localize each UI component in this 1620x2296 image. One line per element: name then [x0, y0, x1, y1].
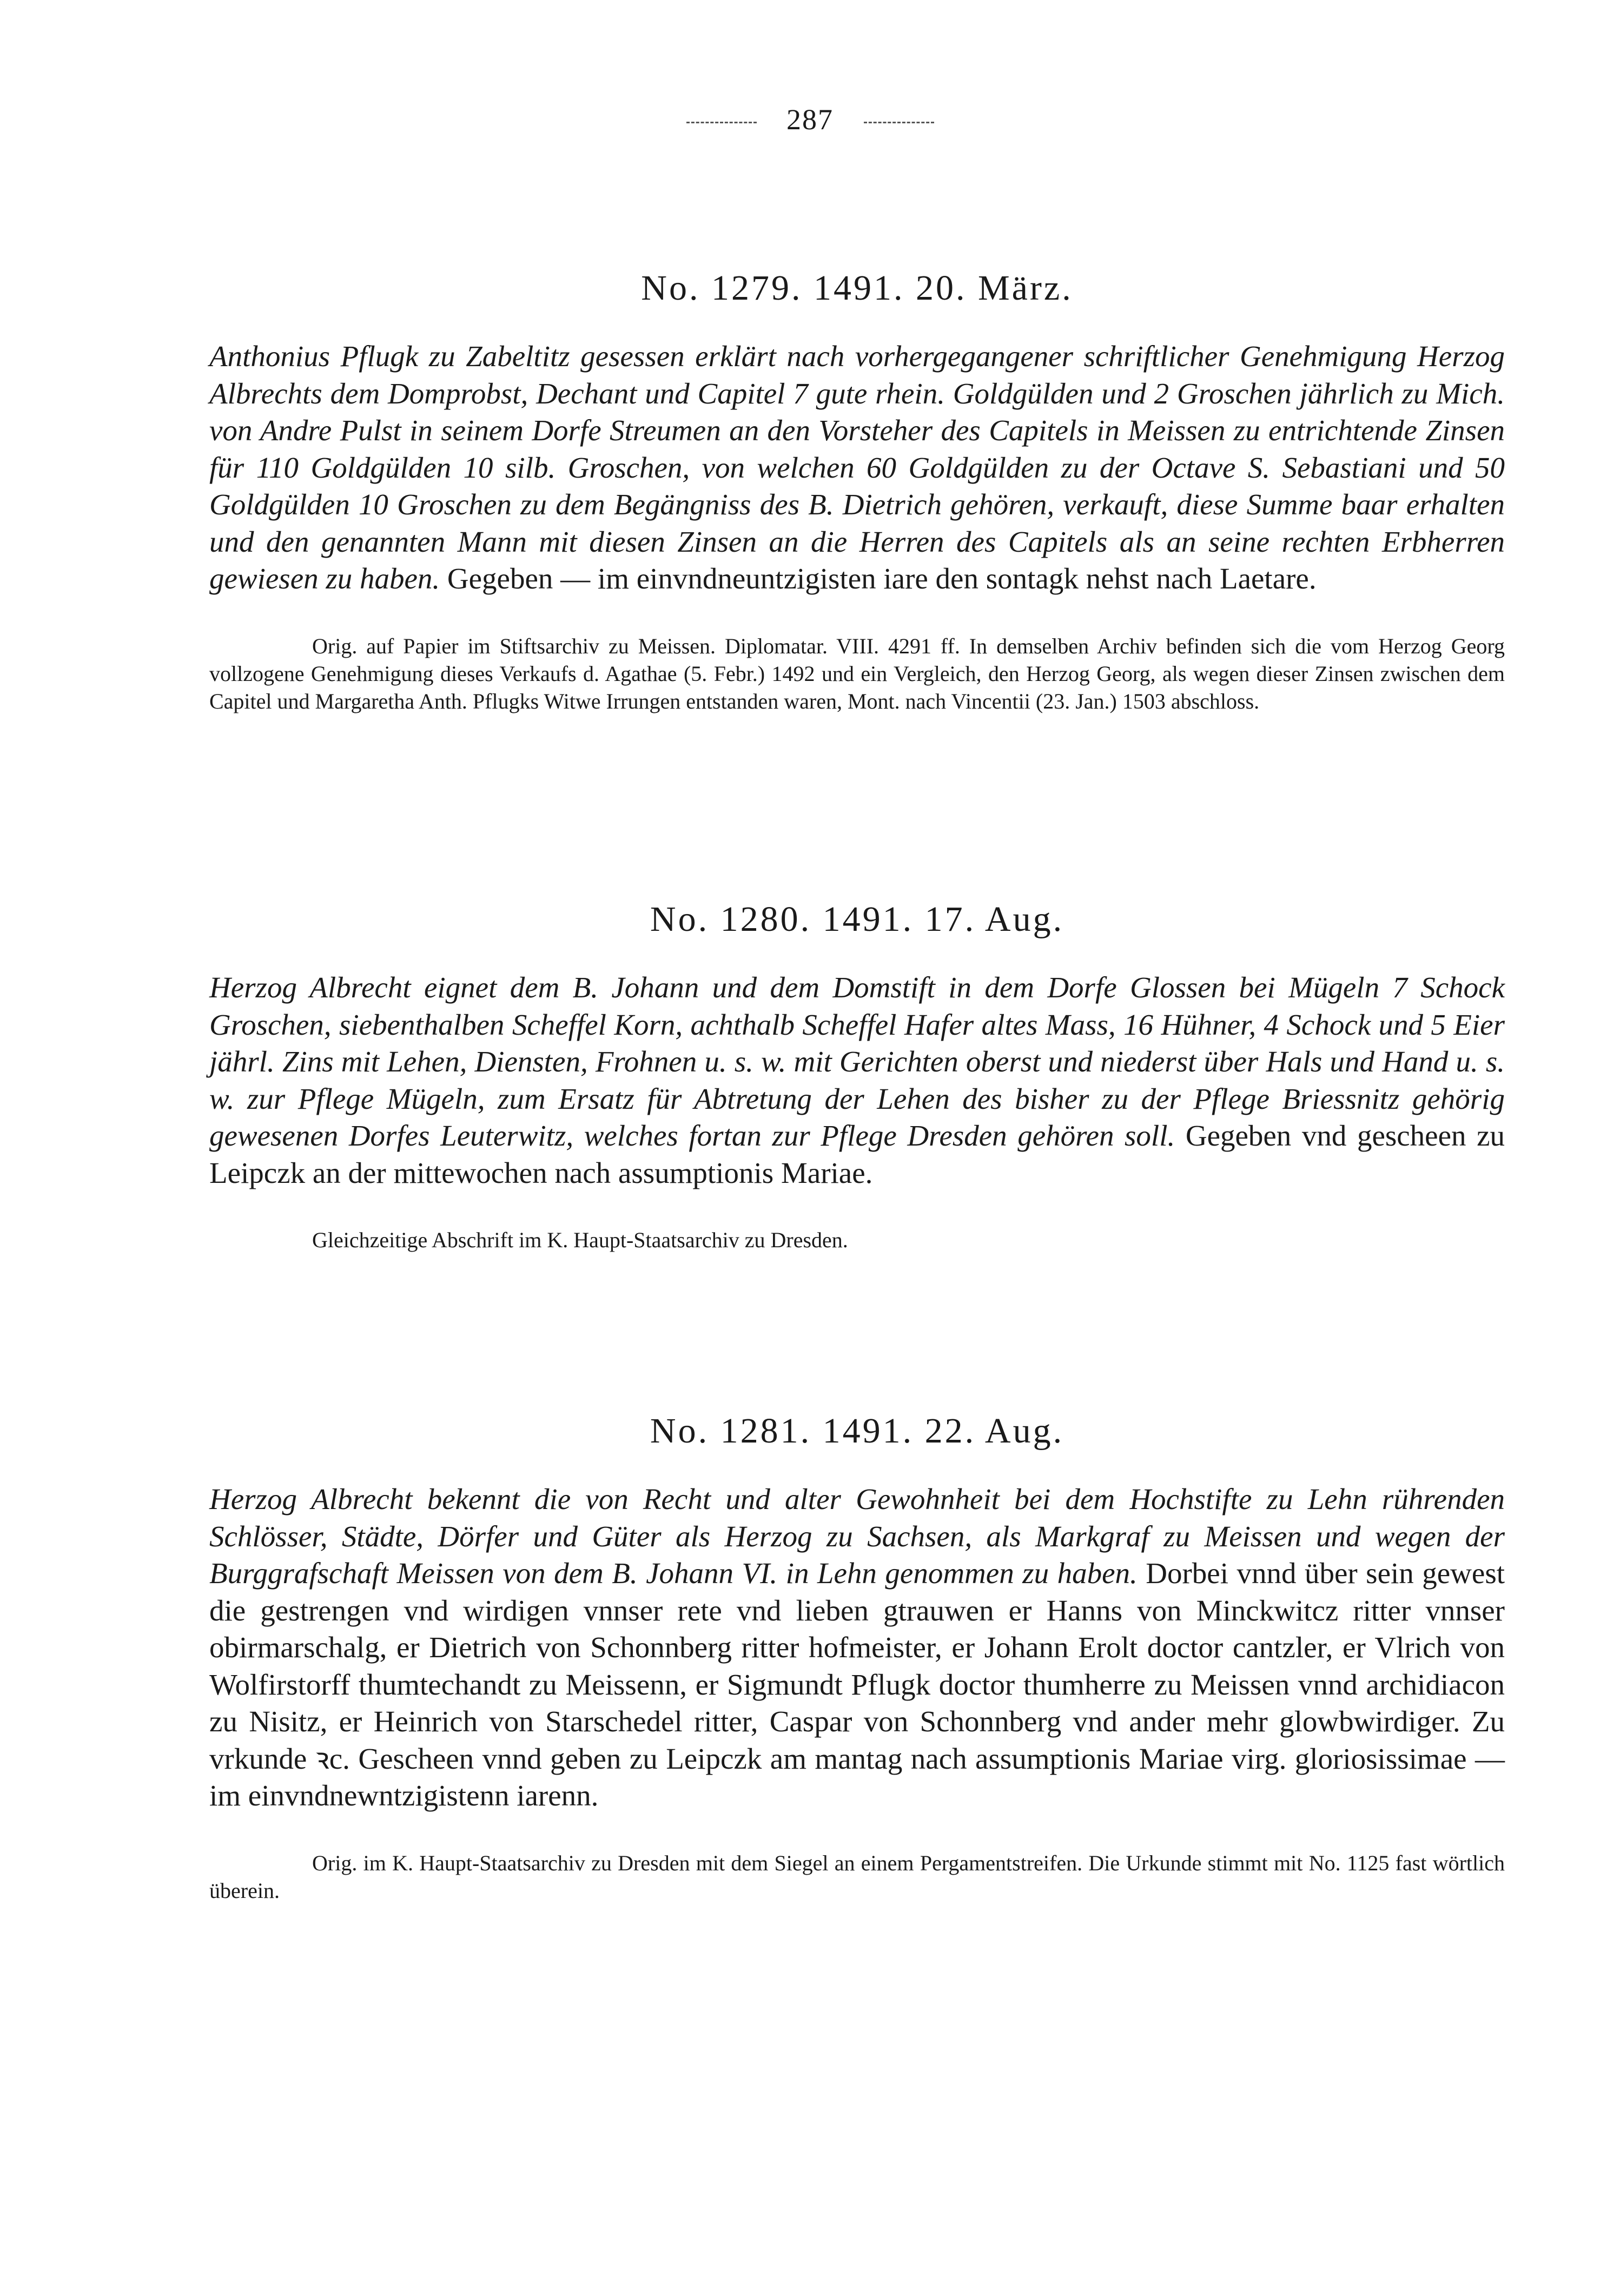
source-note: Orig. auf Papier im Stiftsarchiv zu Meissen. Diplomatar. VIII. 4291 ff. In demselben Archiv befinden sich die vom Herzog Georg vollzogene Genehmigung dieses Verkaufs d. Agathae (5. Febr.) 1492 und ein Vergleich, den Herzog Georg, als wegen dieser Zinsen zwischen dem Capitel und Margaretha Anth. Pflugks Witwe Irrungen entstanden waren, Mont. nach Vincentii (23. Jan.) 1503 abschloss.	[209, 633, 1505, 713]
regest-summary: Herzog Albrecht bekennt die von Recht und alter Gewohnheit bei dem Hochstifte zu Lehn rührenden Schlösser, Städte, Dörfer und Güter als Herzog zu Sachsen, als Markgraf zu Meissen und wegen der Burggrafschaft Meissen von dem B. Johann VI. in Lehn genommen zu haben.	[209, 1483, 1505, 1590]
header-rule-right	[864, 122, 934, 123]
source-note: Gleichzeitige Abschrift im K. Haupt-Staatsarchiv zu Dresden.	[312, 1228, 848, 1252]
header-rule-left	[686, 122, 757, 123]
document-entry-1280	[209, 899, 1505, 1254]
regest-summary: Anthonius Pflugk zu Zabeltitz gesessen erklärt nach vorhergegangener schriftlicher Genehmigung Herzog Albrechts dem Domprobst, Dechant und Capitel 7 gute rhein. Goldgülden und 2 Groschen jährlich zu Mich. von Andre Pulst in seinem Dorfe Streumen an den Vorsteher des Capitels in Meissen zu entrichtende Zinsen für 110 Goldgülden 10 silb. Groschen, von welchen 60 Goldgülden zu der Octave S. Sebastiani und 50 Goldgülden 10 Groschen zu dem Begängniss des B. Dietrich gehören, verkauft, diese Summe baar erhalten und den genannten Mann mit diesen Zinsen an die Herren des Capitels als an seine rechten Erbherren gewiesen zu haben.	[209, 340, 1505, 595]
document-title: No. 1279. 1491. 20. März.	[641, 268, 1073, 308]
document-title: No. 1280. 1491. 17. Aug.	[650, 899, 1064, 939]
regest-quotation: Dorbei vnnd über sein gewest die gestrengen vnd wirdigen vnnser rete vnd lieben gtrauwen er Hanns von Minckwitcz ritter vnnser obirmarschalg, er Dietrich von Schonnberg ritter hofmeister, er Johann Erolt doctor cantzler, er Vlrich von Wolfirstorff thumtechandt zu Meissenn, er Sigmundt Pflugk doctor thumherre zu Meissen vnnd archidiacon zu Nisitz, er Heinrich von Starschedel ritter, Caspar von Schonnberg vnd ander mehr glowbwirdiger. Zu vrkunde ꝛc. Gescheen vnnd geben zu Leipczk am mantag nach assumptionis Mariae virg. gloriosissimae — im einvndnewntzigistenn iarenn.	[209, 1557, 1505, 1812]
source-note: Orig. im K. Haupt-Staatsarchiv zu Dresden mit dem Siegel an einem Pergamentstreifen. Die Urkunde stimmt mit No. 1125 fast wörtlich überein.	[209, 1850, 1505, 1903]
regest	[209, 338, 1505, 598]
page-header	[0, 103, 1620, 136]
regest-quotation: Gegeben — im einvndneuntzigisten iare den sontagk nehst nach Laetare.	[447, 562, 1317, 595]
document-entry-1281	[209, 1411, 1505, 1904]
regest	[209, 1481, 1505, 1815]
document-title: No. 1281. 1491. 22. Aug.	[650, 1411, 1064, 1451]
regest-quotation: Gegeben vnd gescheen zu Leipczk an der mittewochen nach assumptionis Mariae.	[209, 1119, 1505, 1189]
page-number: 287	[786, 103, 834, 136]
document-entry-1279	[209, 268, 1505, 715]
regest-summary: Herzog Albrecht eignet dem B. Johann und dem Domstift in dem Dorfe Glossen bei Mügeln 7 Schock Groschen, siebenthalben Scheffel Korn, achthalb Scheffel Hafer altes Mass, 16 Hühner, 4 Schock und 5 Eier jährl. Zins mit Lehen, Diensten, Frohnen u. s. w. mit Gerichten oberst und niederst über Hals und Hand u. s. w. zur Pflege Mügeln, zum Ersatz für Abtretung der Lehen des bisher zu der Pflege Briessnitz gehörig gewesenen Dorfes Leuterwitz, welches fortan zur Pflege Dresden gehören soll.	[209, 971, 1505, 1152]
regest	[209, 969, 1505, 1192]
